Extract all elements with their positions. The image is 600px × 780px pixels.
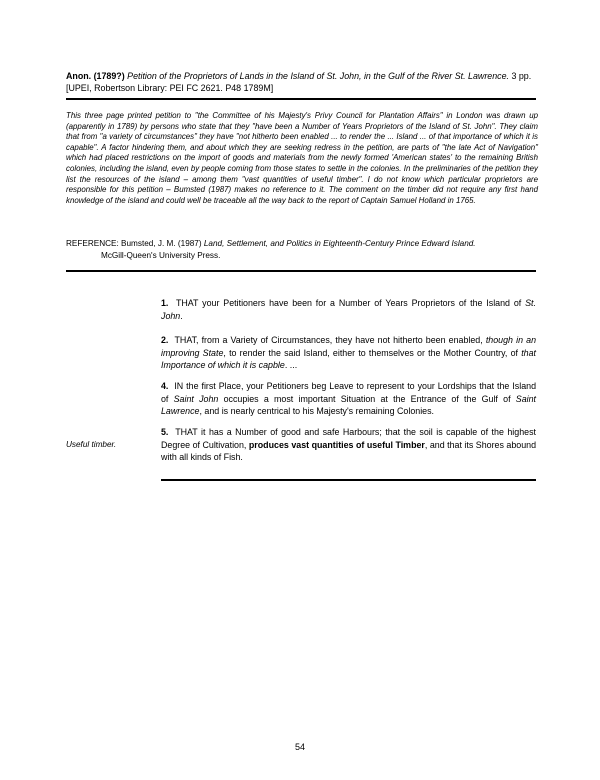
citation-pages: 3 pp. <box>511 71 532 81</box>
reference-prefix: REFERENCE: Bumsted, J. M. (1987) <box>66 239 202 248</box>
citation-title: Petition of the Proprietors of Lands in the Island of St. John, in the Gulf of the River St. Lawrence. <box>127 71 509 81</box>
paragraph-text: IN the first Place, your Petitioners beg Leave to represent to your Lordships that the Island of <box>161 381 536 404</box>
margin-note: Useful timber. <box>66 440 117 449</box>
paragraph-emphasis: Saint Lawrence <box>161 393 537 417</box>
paragraph-end: , and is nearly centrical to his Majesty's remaining Colonies. <box>199 406 435 417</box>
paragraph-emphasis: that Importance of which it is capble <box>161 347 537 371</box>
reference-publisher: McGill-Queen's University Press. <box>101 251 221 260</box>
petition-paragraph-1 <box>161 297 536 322</box>
reference <box>66 238 538 262</box>
paragraph-number: 4. <box>161 381 169 391</box>
paragraph-end: . ... <box>284 360 298 371</box>
paragraph-emphasis: though in an improving State <box>161 335 537 358</box>
divider-top <box>66 98 536 100</box>
citation-location: [UPEI, Robertson Library: PEI FC 2621. P48 1789M] <box>66 83 274 93</box>
paragraph-number: 2. <box>161 335 169 345</box>
reference-title: Land, Settlement, and Politics in Eighteenth-Century Prince Edward Island. <box>203 239 476 248</box>
citation-author-year: Anon. (1789?) <box>66 71 125 81</box>
paragraph-text: occupies a most important Situation at the Entrance of the Gulf of <box>223 393 511 404</box>
paragraph-end: , and that its Shores abound with all kinds of Fish. <box>161 439 537 463</box>
petition-paragraph-5 <box>161 426 536 464</box>
petition-paragraph-4 <box>161 380 536 418</box>
divider-bottom <box>161 479 536 481</box>
paragraph-text: THAT it has a Number of good and safe Harbours; that the soil is capable of the highest Degree of Cultivation, <box>161 427 536 450</box>
citation <box>66 70 541 94</box>
paragraph-number: 1. <box>161 298 169 308</box>
paragraph-number: 5. <box>161 427 169 437</box>
paragraph-end: . <box>180 310 183 321</box>
intro-commentary: This three page printed petition to "the Committee of his Majesty's Privy Council for Plantation Affairs" in London was drawn up (apparently in 1789) by persons who state that they "have been a Number of Years Proprietors of the Island of St. John". They claim that from "a variety of circumstances" they have "not hitherto been enabled ... to render the ... Island ... of that importance of which it is capable". A factor hindering them, and about which they are seeking redress in the petition, are parts of "the late Act of Navigation" which had placed restrictions on the import of goods and materials from the newly formed 'American states' to the remaining British colonies, including the island, even by people coming from those states to settle in the colonies. In the preliminaries of the petition they list the resources of the island – among them "vast quantities of useful timber". I do not know which particular proprietors are responsible for this petition – Bumsted (1987) makes no reference to it. The comment on the timber did not require any first hand knowledge of the island and could well be traceable all the way back to the report of Captain Samuel Holland in 1765. <box>66 111 538 205</box>
paragraph-text: , to render the said Island, either to themselves or the Mother Country, of <box>223 347 518 358</box>
paragraph-text: THAT, from a Variety of Circumstances, they have not hitherto been enabled, <box>174 335 483 345</box>
paragraph-emphasis: Saint John <box>173 393 219 404</box>
paragraph-text: THAT your Petitioners have been for a Number of Years Proprietors of the Island of <box>175 298 522 308</box>
page-number: 54 <box>294 742 305 752</box>
divider-middle <box>66 270 536 272</box>
petition-paragraph-2 <box>161 334 536 372</box>
paragraph-emphasis: St. John <box>161 298 536 321</box>
paragraph-strong: produces vast quantities of useful Timber <box>248 439 425 450</box>
